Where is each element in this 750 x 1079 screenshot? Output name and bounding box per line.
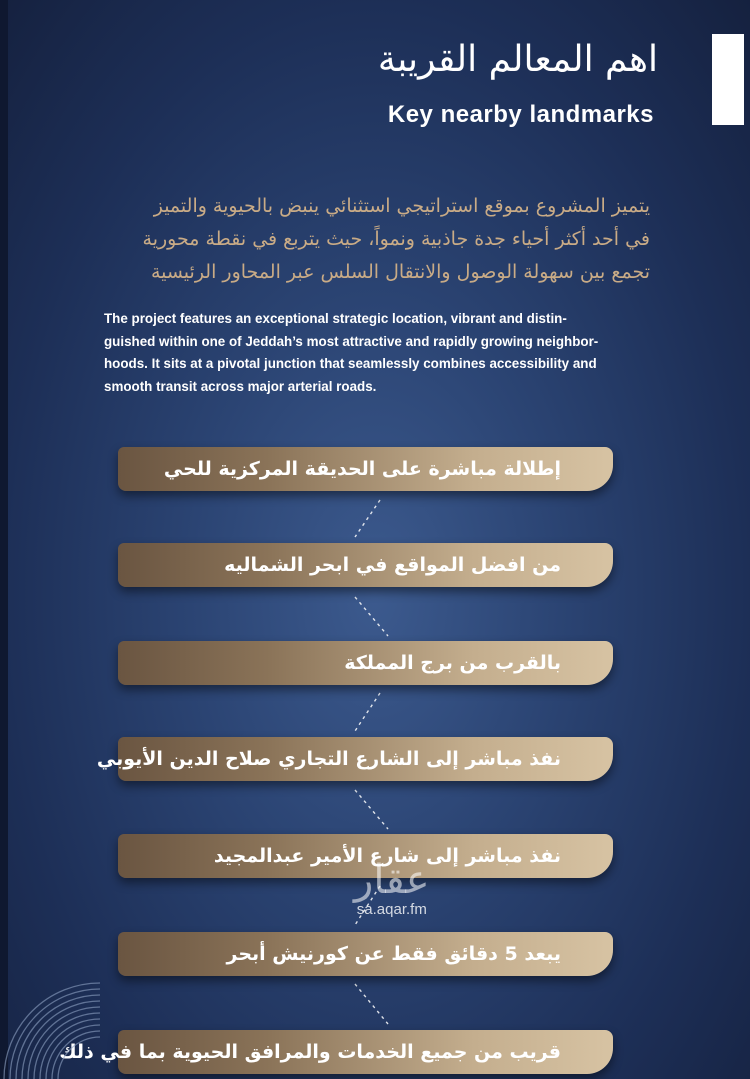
landmark-item (118, 447, 613, 491)
intro-en-line: The project features an exceptional strategic location, vibrant and distin- (104, 311, 567, 326)
landmark-label: إطلالة مباشرة على الحديقة المركزية للحي (163, 458, 561, 480)
landmark-label: نفذ مباشر إلى الشارع التجاري صلاح الدين الأيوبي (96, 748, 561, 770)
landmark-item (118, 543, 613, 587)
dashed-connector (355, 693, 380, 731)
intro-en-line: hoods. It sits at a pivotal junction that seamlessly combines accessibility and (104, 356, 597, 371)
landmark-label: قريب من جميع الخدمات والمرافق الحيوية بما في ذلك (59, 1041, 561, 1063)
dashed-connector (355, 597, 388, 636)
landmark-label: يبعد 5 دقائق فقط عن كورنيش أبحر (226, 943, 561, 965)
landmark-label: نفذ مباشر إلى شارع الأمير عبدالمجيد (213, 845, 561, 867)
landmark-label: من افضل المواقع في ابحر الشماليه (224, 554, 561, 576)
intro-en-line: guished within one of Jeddah’s most attractive and rapidly growing neighbor- (104, 333, 599, 349)
landmark-item (59, 1030, 613, 1074)
watermark-url: sa.aqar.fm (356, 901, 427, 918)
page-title-arabic: اهم المعالم القريبة (377, 39, 658, 80)
dashed-connector (355, 984, 388, 1024)
dashed-connector (355, 790, 388, 829)
intro-ar-line: في أحد أكثر أحياء جدة جاذبية ونمواً، حيث يتربع في نقطة محورية (142, 228, 650, 250)
aqar-watermark (354, 858, 430, 918)
landmark-item (96, 737, 613, 781)
intro-en-line: smooth transit across major arterial roads. (104, 378, 377, 394)
watermark-brand: عقار (354, 857, 430, 903)
landmark-label: بالقرب من برج المملكة (344, 652, 561, 674)
intro-ar-line: تجمع بين سهولة الوصول والانتقال السلس عبر المحاور الرئيسية (150, 261, 650, 283)
landmark-item (118, 932, 613, 976)
landmark-item (118, 641, 613, 685)
page-title-english: Key nearby landmarks (387, 101, 654, 128)
decorative-arcs (0, 980, 130, 1079)
dashed-connector (355, 500, 380, 537)
intro-ar-line: يتميز المشروع بموقع استراتيجي استثنائي ينبض بالحيوية والتميز (153, 195, 650, 217)
